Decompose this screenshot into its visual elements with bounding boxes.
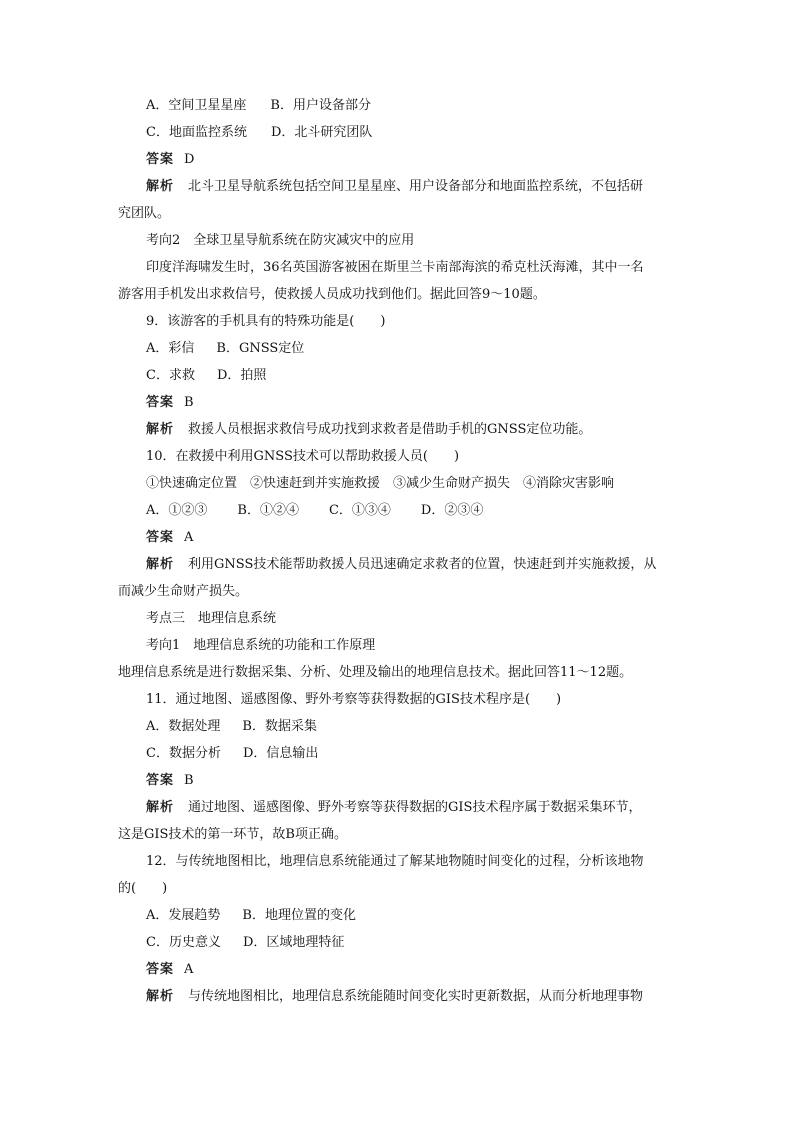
q12-answer — [118, 956, 680, 983]
q10-option-c: C．①③④ — [328, 503, 391, 518]
q11-options-row-2 — [118, 740, 680, 767]
q12-option-b: B．地理位置的变化 — [242, 908, 356, 923]
q9-option-b: B．GNSS定位 — [216, 341, 305, 356]
q9-option-d: D．拍照 — [216, 368, 267, 383]
q11-option-a: A．数据处理 — [146, 719, 221, 734]
answer-value: D — [184, 152, 195, 167]
q8-options-row-2 — [118, 119, 680, 146]
q10-options — [118, 497, 680, 524]
answer-label: 答案 — [146, 530, 175, 545]
q12-option-c: C．历史意义 — [146, 935, 221, 950]
q8-option-b: B．用户设备部分 — [270, 98, 371, 113]
answer-value: A — [184, 530, 194, 545]
q11-option-b: B．数据采集 — [242, 719, 317, 734]
section3-heading: 考点三 地理信息系统 — [146, 611, 277, 626]
q9-options-row-2 — [118, 362, 680, 389]
q12-stem-cont: 的( ) — [118, 881, 168, 896]
q8-analysis — [118, 173, 680, 200]
q9-answer — [118, 389, 680, 416]
passage1-line-2: 游客用手机发出求救信号，使救援人员成功找到他们。据此回答9～10题。 — [118, 287, 546, 302]
q12-stem: 12．与传统地图相比，地理信息系统能通过了解某地物随时间变化的过程，分析该地物 — [146, 854, 644, 869]
answer-value: B — [184, 773, 194, 788]
q8-analysis-cont: 究团队。 — [118, 206, 171, 221]
q10-analysis-cont: 而减少生命财产损失。 — [118, 584, 249, 599]
q10-answer — [118, 524, 680, 551]
q11-stem: 11．通过地图、遥感图像、野外考察等获得数据的GIS技术程序是( ) — [146, 692, 562, 707]
q12-options-row-1 — [118, 902, 680, 929]
q11-analysis — [118, 794, 680, 821]
q9-option-a: A．彩信 — [146, 341, 195, 356]
q12-option-a: A．发展趋势 — [146, 908, 221, 923]
q10-items: ①快速确定位置 ②快速赶到并实施救援 ③减少生命财产损失 ④消除灾害影响 — [146, 476, 615, 491]
q12-analysis — [118, 983, 680, 1010]
q12-option-d: D．区域地理特征 — [242, 935, 345, 950]
q11-option-c: C．数据分析 — [146, 746, 221, 761]
answer-value: A — [184, 962, 194, 977]
answer-label: 答案 — [146, 773, 175, 788]
analysis-text: 通过地图、遥感图像、野外考察等获得数据的GIS技术程序属于数据采集环节， — [188, 800, 642, 815]
analysis-label: 解析 — [146, 422, 175, 437]
analysis-text: 北斗卫星导航系统包括空间卫星星座、用户设备部分和地面监控系统，不包括研 — [188, 179, 644, 194]
q10-stem: 10．在救援中利用GNSS技术可以帮助救援人员( ) — [146, 449, 460, 464]
topic1-heading: 考向1 地理信息系统的功能和工作原理 — [146, 638, 376, 653]
topic2-heading: 考向2 全球卫星导航系统在防灾减灾中的应用 — [146, 233, 415, 248]
q8-options-row-1 — [118, 92, 680, 119]
q11-analysis-cont: 这是GIS技术的第一环节，故B项正确。 — [118, 827, 347, 842]
q9-option-c: C．求救 — [146, 368, 195, 383]
answer-label: 答案 — [146, 962, 175, 977]
answer-value: B — [184, 395, 194, 410]
passage1-line-1: 印度洋海啸发生时，36名英国游客被困在斯里兰卡南部海滨的希克杜沃海滩，其中一名 — [146, 260, 644, 275]
q8-option-c: C．地面监控系统 — [146, 125, 247, 140]
passage2: 地理信息系统是进行数据采集、分析、处理及输出的地理信息技术。据此回答11～12题。 — [118, 665, 633, 680]
analysis-label: 解析 — [146, 557, 175, 572]
q8-option-a: A．空间卫星星座 — [146, 98, 247, 113]
q9-options-row-1 — [118, 335, 680, 362]
analysis-text: 救援人员根据求救信号成功找到求救者是借助手机的GNSS定位功能。 — [188, 422, 592, 437]
analysis-text: 利用GNSS技术能帮助救援人员迅速确定求救者的位置，快速赶到并实施救援，从 — [188, 557, 657, 572]
q12-options-row-2 — [118, 929, 680, 956]
analysis-label: 解析 — [146, 989, 175, 1004]
answer-label: 答案 — [146, 152, 175, 167]
analysis-label: 解析 — [146, 179, 175, 194]
q11-options-row-1 — [118, 713, 680, 740]
q11-option-d: D．信息输出 — [242, 746, 319, 761]
q9-analysis — [118, 416, 680, 443]
q8-option-d: D．北斗研究团队 — [270, 125, 373, 140]
q11-answer — [118, 767, 680, 794]
q8-answer — [118, 146, 680, 173]
q9-stem: 9．该游客的手机具有的特殊功能是( ) — [146, 314, 386, 329]
q10-option-d: D．②③④ — [420, 503, 484, 518]
answer-label: 答案 — [146, 395, 175, 410]
document-page — [118, 92, 680, 1010]
analysis-text: 与传统地图相比，地理信息系统能随时间变化实时更新数据，从而分析地理事物 — [188, 989, 644, 1004]
analysis-label: 解析 — [146, 800, 175, 815]
q10-option-b: B．①②④ — [237, 503, 299, 518]
q10-option-a: A．①②③ — [146, 503, 208, 518]
q10-analysis — [118, 551, 680, 578]
